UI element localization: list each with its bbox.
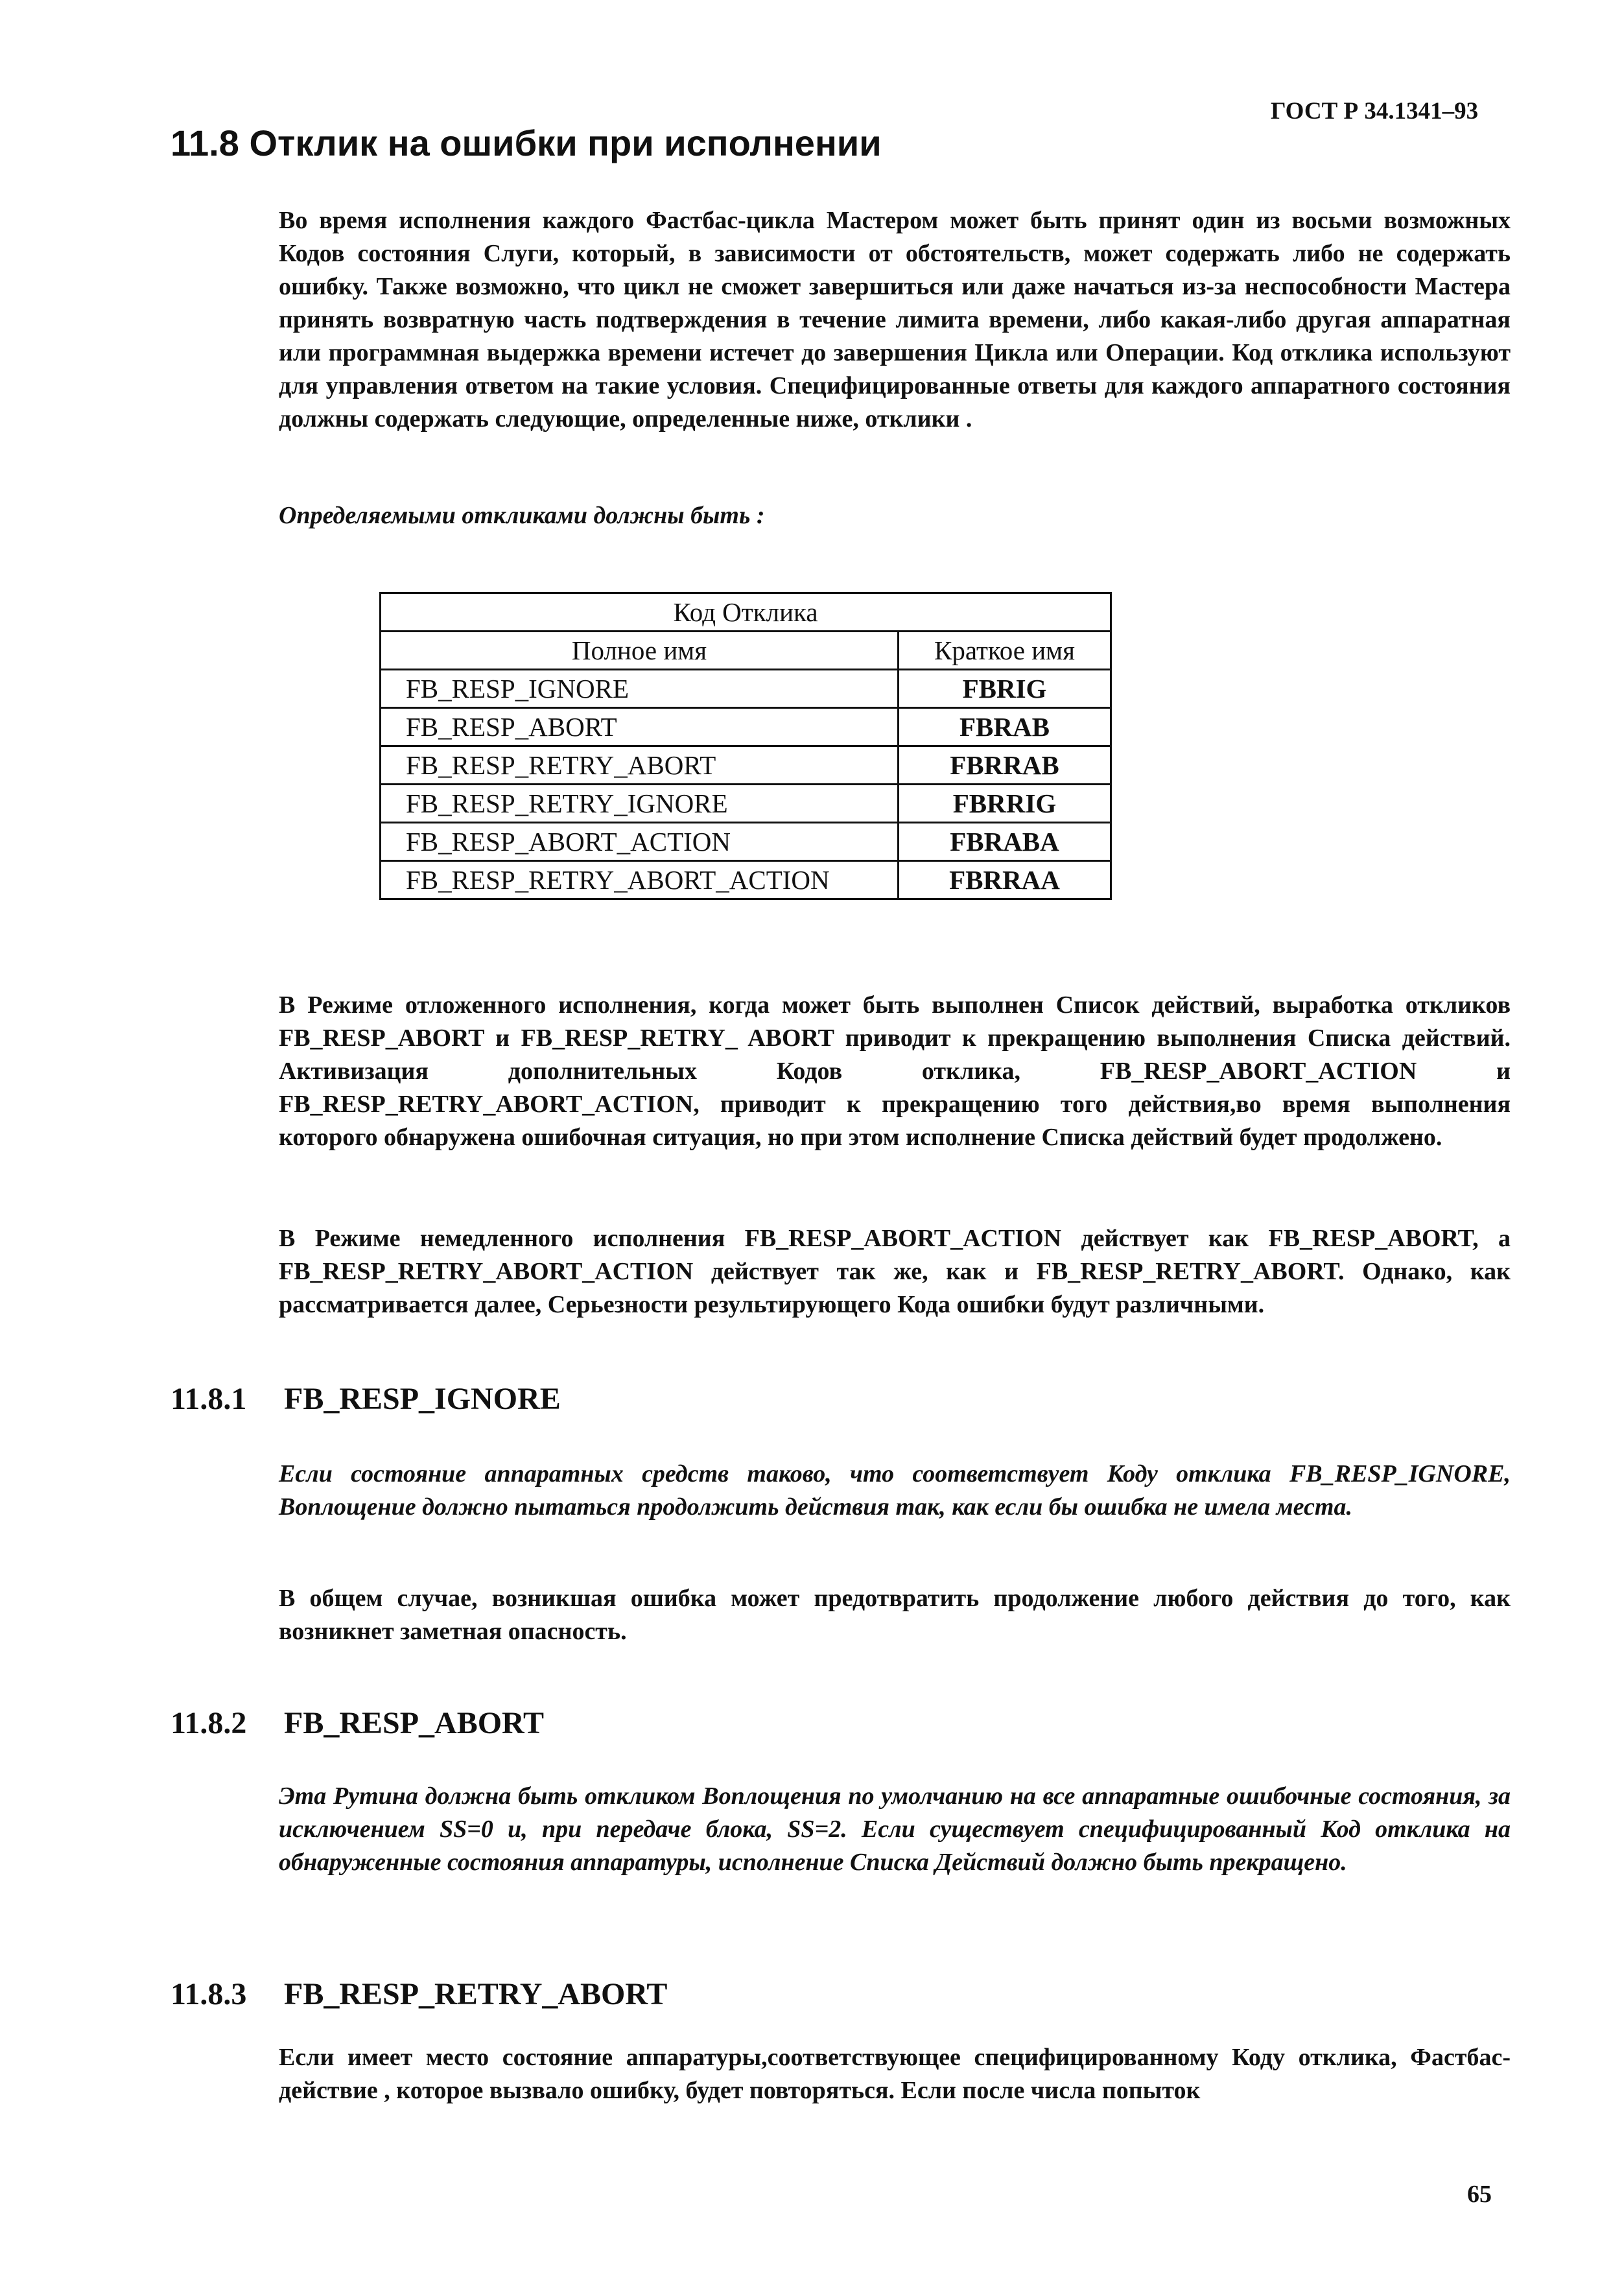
short-name-cell: FBRAB <box>899 708 1111 746</box>
standard-designation: ГОСТ Р 34.1341–93 <box>1271 98 1479 124</box>
subsection-number: 11.8.2 <box>171 1706 247 1740</box>
full-name-cell: FB_RESP_RETRY_ABORT <box>381 746 899 785</box>
table-row <box>381 708 1111 746</box>
short-name-cell: FBRABA <box>899 823 1111 861</box>
table-row <box>381 785 1111 823</box>
full-name-cell: FB_RESP_RETRY_IGNORE <box>381 785 899 823</box>
short-name-cell: FBRIG <box>899 670 1111 708</box>
subsection-title: FB_RESP_RETRY_ABORT <box>284 1977 668 2011</box>
intro-paragraph: Во время исполнения каждого Фастбас-цикла Мастером может быть принят один из восьми возможных Кодов состояния Слуги, который, в зависимости от обстоятельств, может содержать либо не содержать ошибку. Также возможно, что цикл не сможет завершиться или даже начаться из-за неспособности Мастера принять возвратную часть подтверждения в течение лимита времени, либо какая-либо другая аппаратная или программная выдержка времени истечет до завершения Цикла или Операции. Код отклика используют для управления ответом на такие условия. Специфицированные ответы для каждого аппаратного состояния должны содержать следующие, определенные ниже, отклики . <box>279 207 1511 432</box>
table-row <box>381 861 1111 899</box>
subsection-body-text: Если имеет место состояние аппаратуры,соответствующее специфицированному Коду отклика, Фастбас-действие , которое вызвало ошибку, будет повторяться. Если после числа попыток <box>279 2044 1511 2104</box>
full-name-cell: FB_RESP_IGNORE <box>381 670 899 708</box>
subsection-body-text: В общем случае, возникшая ошибка может предотвратить продолжение любого действия до того, как возникнет заметная опасность. <box>279 1585 1511 1645</box>
short-name-cell: FBRRIG <box>899 785 1111 823</box>
table-row <box>381 670 1111 708</box>
subsection-requirement-text: Эта Рутина должна быть откликом Воплощения по умолчанию на все аппаратные ошибочные состояния, за исключением SS=0 и, при передаче блока, SS=2. Если существует специфицированный Код отклика на обнаруженные состояния аппаратуры, исполнение Списка Действий должно быть прекращено. <box>279 1782 1511 1876</box>
subsection-number: 11.8.1 <box>171 1382 247 1416</box>
full-name-cell: FB_RESP_ABORT <box>381 708 899 746</box>
response-code-table <box>379 592 1112 900</box>
column-header-full-name: Полное имя <box>381 632 899 670</box>
table-title: Код Отклика <box>381 593 1111 632</box>
subsection-heading-11-8-1 <box>171 1381 561 1417</box>
full-name-cell: FB_RESP_RETRY_ABORT_ACTION <box>381 861 899 899</box>
subsection-heading-11-8-2 <box>171 1705 544 1741</box>
full-name-cell: FB_RESP_ABORT_ACTION <box>381 823 899 861</box>
deferred-mode-paragraph: В Режиме отложенного исполнения, когда может быть выполнен Список действий, выработка откликов FB_RESP_ABORT и FB_RESP_RETRY_ ABORT приводит к прекращению выполнения Списка действий. Активизация дополнительных Кодов отклика, FB_RESP_ABORT_ACTION и FB_RESP_RETRY_ABORT_ACTION, приводит к прекращению того действия,во время выполнения которого обнаружена ошибочная ситуация, но при этом исполнение Списка действий будет продолжено. <box>279 991 1511 1151</box>
immediate-mode-paragraph: В Режиме немедленного исполнения FB_RESP_ABORT_ACTION действует как FB_RESP_ABORT, а FB_RESP_RETRY_ABORT_ACTION действует так же, как и FB_RESP_RETRY_ABORT. Однако, как рассматривается далее, Серьезности результирующего Кода ошибки будут различными. <box>279 1225 1511 1318</box>
column-header-short-name: Краткое имя <box>899 632 1111 670</box>
table-row <box>381 746 1111 785</box>
subsection-title: FB_RESP_ABORT <box>284 1706 545 1740</box>
page-number: 65 <box>1467 2181 1492 2208</box>
subsection-heading-11-8-3 <box>171 1976 667 2012</box>
short-name-cell: FBRRAA <box>899 861 1111 899</box>
short-name-cell: FBRRAB <box>899 746 1111 785</box>
subsection-requirement-text: Если состояние аппаратных средств таково, что соответствует Коду отклика FB_RESP_IGNORE, Воплощение должно пытаться продолжить действия так, как если бы ошибка не имела места. <box>279 1460 1511 1521</box>
section-title: 11.8 Отклик на ошибки при исполнении <box>171 123 882 163</box>
defined-responses-label: Определяемыми откликами должны быть : <box>279 502 765 529</box>
subsection-number: 11.8.3 <box>171 1977 247 2011</box>
subsection-title: FB_RESP_IGNORE <box>284 1382 561 1416</box>
table-row <box>381 823 1111 861</box>
